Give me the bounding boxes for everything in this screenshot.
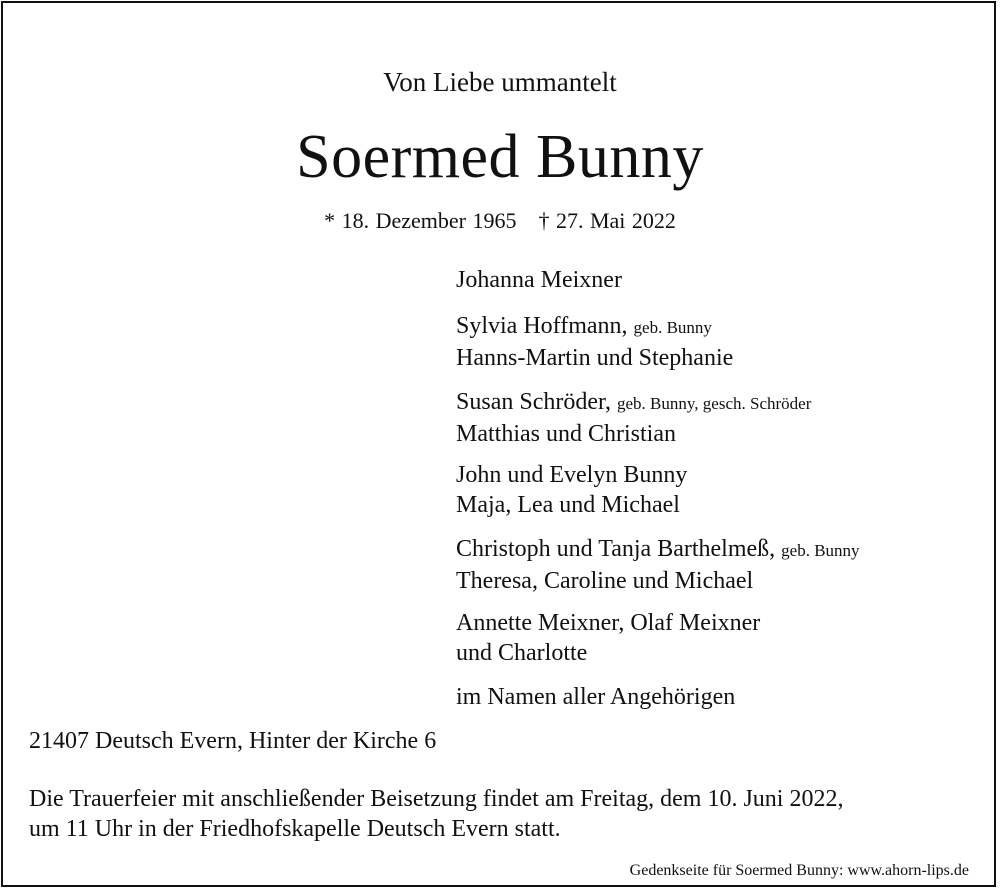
family-main: Susan Schröder, bbox=[456, 389, 612, 415]
family-sub: Theresa, Caroline und Michael bbox=[456, 568, 754, 594]
memorial-page-link: Gedenkseite für Soermed Bunny: www.ahorn-lips.de bbox=[629, 862, 969, 879]
family-sub: Maja, Lea und Michael bbox=[456, 492, 680, 518]
service-info bbox=[29, 784, 843, 844]
deceased-name: Soermed Bunny bbox=[296, 123, 704, 191]
family-main: Johanna Meixner bbox=[456, 267, 622, 293]
family-main: Sylvia Hoffmann, bbox=[456, 313, 628, 339]
family-main: im Namen aller Angehörigen bbox=[456, 684, 736, 710]
family-entry bbox=[456, 265, 622, 295]
family-note: geb. Bunny, gesch. Schröder bbox=[617, 394, 812, 413]
family-note: geb. Bunny bbox=[781, 541, 860, 560]
family-main: Christoph und Tanja Barthelmeß, bbox=[456, 536, 776, 562]
family-note: geb. Bunny bbox=[633, 318, 712, 337]
family-entry bbox=[456, 387, 811, 449]
family-entry bbox=[456, 682, 735, 712]
family-entry bbox=[456, 311, 733, 373]
family-sub: und Charlotte bbox=[456, 640, 588, 666]
family-entry bbox=[456, 534, 860, 596]
address: 21407 Deutsch Evern, Hinter der Kirche 6 bbox=[29, 728, 437, 754]
family-main: Annette Meixner, Olaf Meixner bbox=[456, 610, 761, 636]
family-entry bbox=[456, 608, 760, 668]
family-entry bbox=[456, 460, 687, 520]
motto: Von Liebe ummantelt bbox=[383, 67, 617, 97]
service-line: Die Trauerfeier mit anschließender Beisetzung findet am Freitag, dem 10. Juni 2022, bbox=[29, 786, 844, 812]
family-sub: Hanns-Martin und Stephanie bbox=[456, 345, 734, 371]
life-dates bbox=[0, 208, 1000, 234]
service-line: um 11 Uhr in der Friedhofskapelle Deutsch Evern statt. bbox=[29, 816, 561, 842]
death-date: † 27. Mai 2022 bbox=[538, 208, 676, 233]
family-main: John und Evelyn Bunny bbox=[456, 462, 688, 488]
family-sub: Matthias und Christian bbox=[456, 421, 676, 447]
birth-date: * 18. Dezember 1965 bbox=[324, 208, 517, 233]
